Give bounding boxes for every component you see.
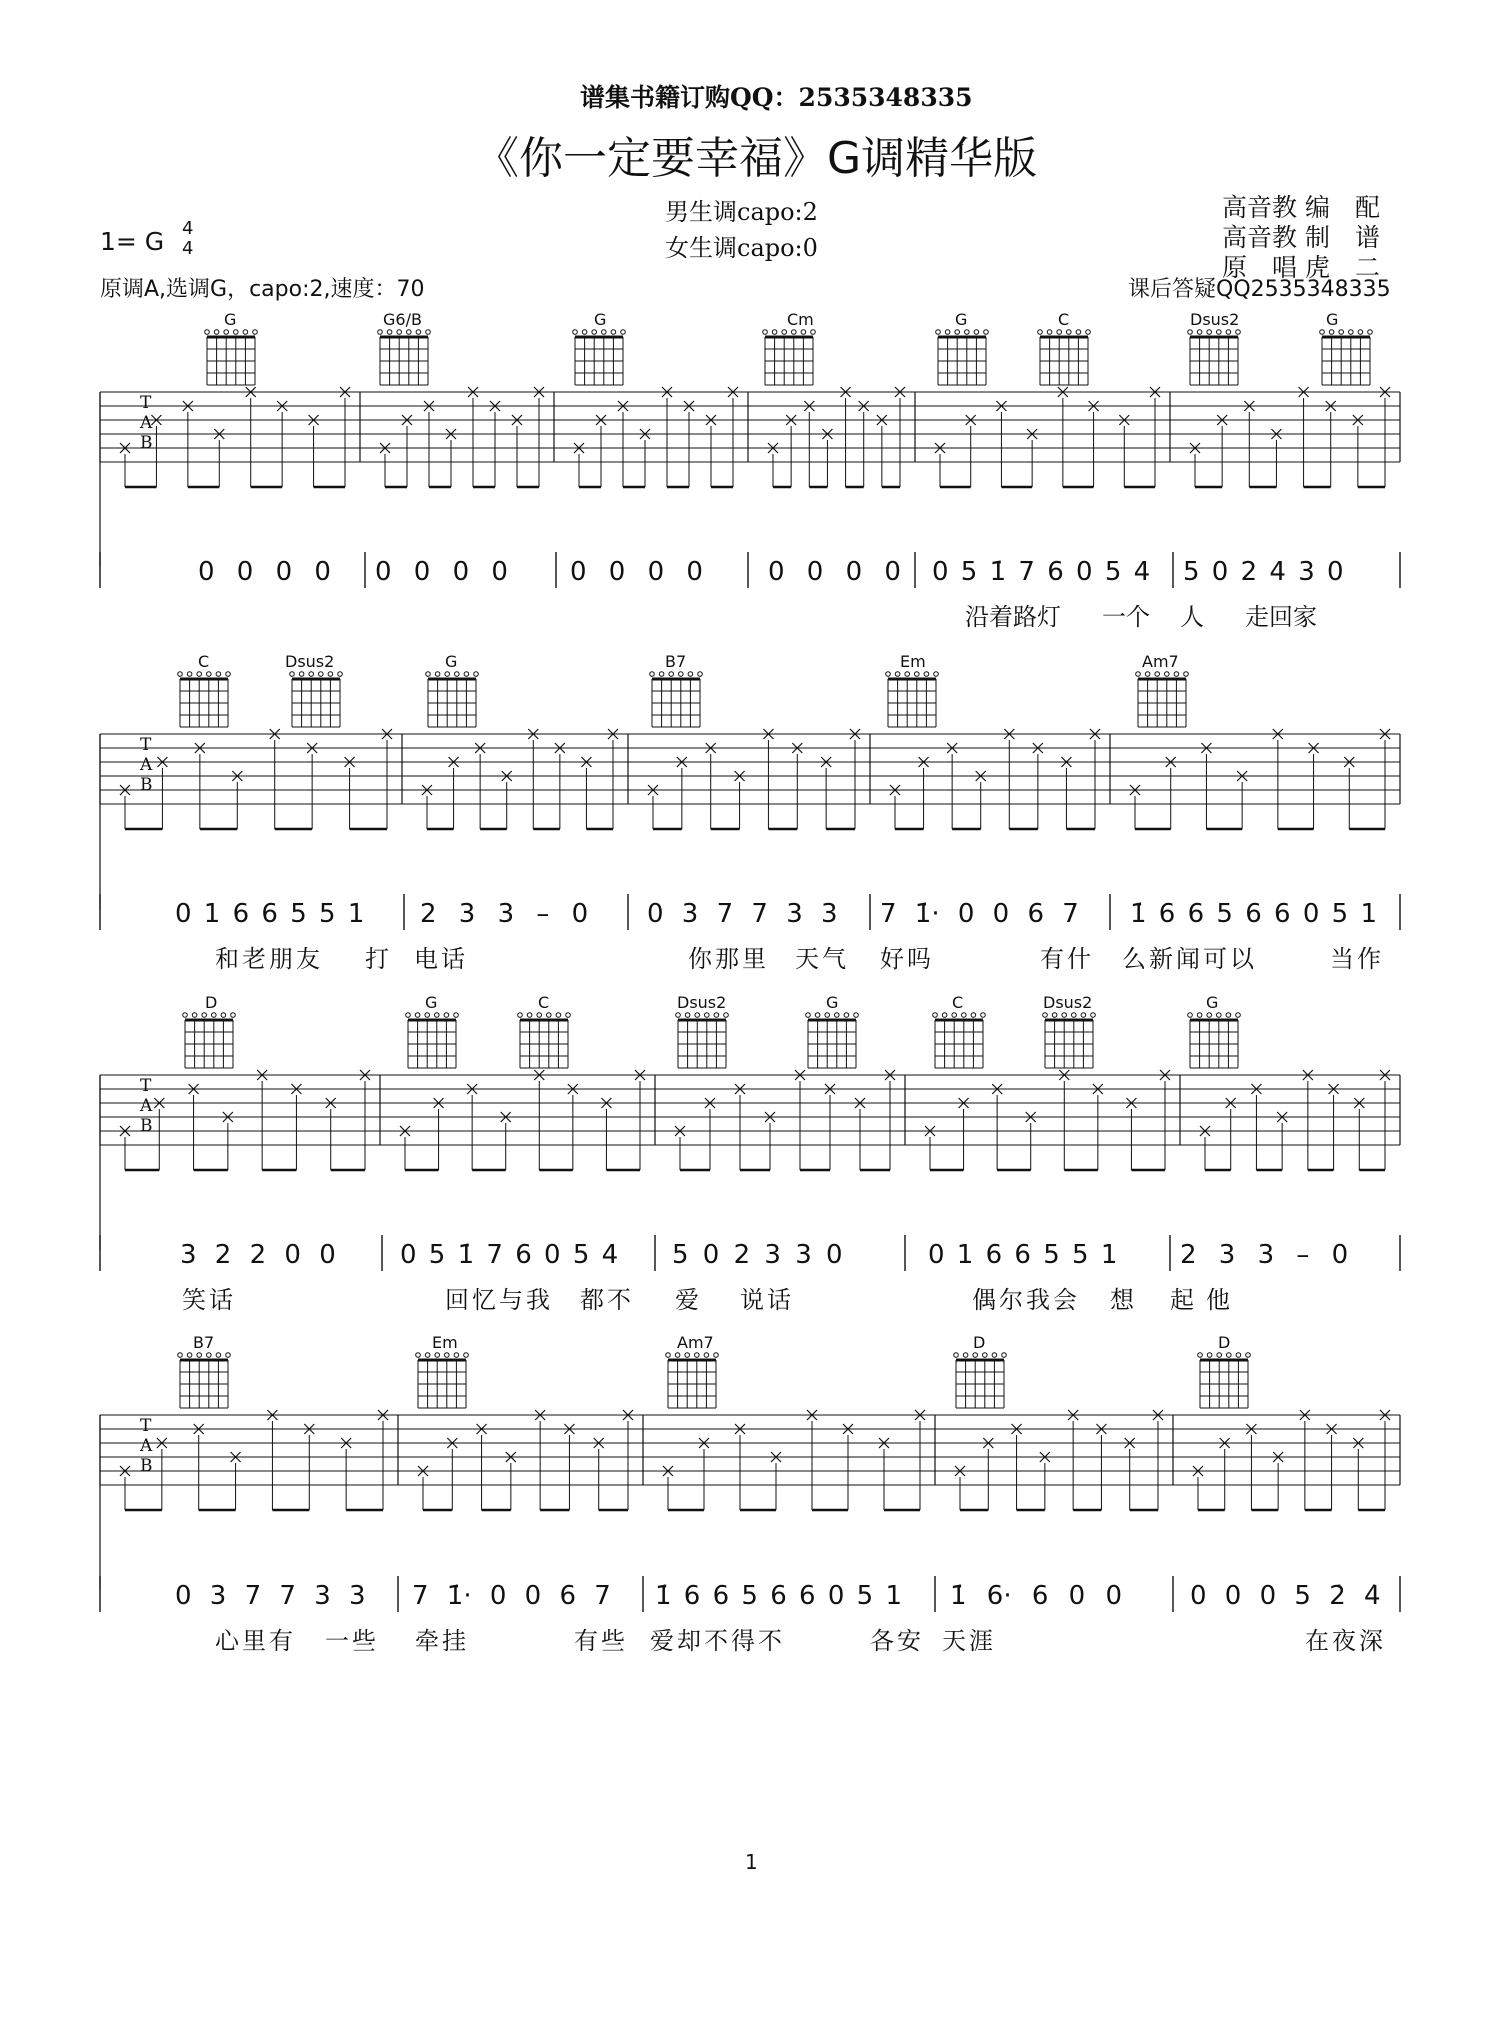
open-string-mark: [971, 1013, 976, 1018]
open-string-mark: [445, 1353, 450, 1358]
open-string-mark: [1217, 1353, 1222, 1358]
open-string-mark: [1174, 672, 1179, 677]
chord-name: C: [198, 652, 210, 671]
open-string-mark: [231, 1013, 236, 1018]
open-string-mark: [825, 1013, 830, 1018]
open-string-mark: [835, 1013, 840, 1018]
open-string-mark: [801, 330, 806, 335]
open-string-mark: [1047, 330, 1052, 335]
open-string-mark: [1207, 330, 1212, 335]
open-string-mark: [397, 330, 402, 335]
open-string-mark: [933, 1013, 938, 1018]
open-string-mark: [426, 672, 431, 677]
open-string-mark: [290, 672, 295, 677]
notation-bar: 1̇ 6 6 5 6 6 0 5 1: [655, 1581, 902, 1611]
open-string-mark: [714, 1013, 719, 1018]
open-string-mark: [1236, 1013, 1241, 1018]
open-string-mark: [963, 1353, 968, 1358]
open-string-mark: [216, 672, 221, 677]
open-string-mark: [659, 672, 664, 677]
tab-clef-letter: A: [140, 1096, 153, 1116]
chord-name: G: [445, 652, 458, 671]
notation-bar: 0 0 0 0: [768, 557, 901, 587]
lyric: 爱却不得不: [650, 1627, 785, 1655]
lyric: 电话: [414, 945, 468, 973]
open-string-mark: [183, 1013, 188, 1018]
open-string-mark: [886, 672, 891, 677]
open-string-mark: [945, 330, 950, 335]
lyric: 好吗: [880, 945, 934, 973]
open-string-mark: [178, 672, 183, 677]
open-string-mark: [1227, 1353, 1232, 1358]
open-string-mark: [1155, 672, 1160, 677]
open-string-mark: [811, 330, 816, 335]
open-string-mark: [435, 1353, 440, 1358]
lyric: 走回家: [1245, 603, 1317, 631]
open-string-mark: [1038, 330, 1043, 335]
open-string-mark: [454, 1353, 459, 1358]
lyric: 说话: [740, 1286, 794, 1314]
open-string-mark: [582, 330, 587, 335]
chord-name: G6/B: [383, 310, 422, 329]
open-string-mark: [319, 672, 324, 677]
open-string-mark: [714, 1353, 719, 1358]
notation-bar: 0 0 0 5 2̇ 4̇: [1190, 1581, 1381, 1611]
open-string-mark: [621, 330, 626, 335]
lyric: 都不: [580, 1286, 634, 1314]
open-string-mark: [983, 1353, 988, 1358]
open-string-mark: [518, 1013, 523, 1018]
chord-name: G: [224, 310, 237, 329]
chord-name: Cm: [787, 310, 814, 329]
chord-name: G: [594, 310, 607, 329]
open-string-mark: [464, 672, 469, 677]
open-string-mark: [474, 672, 479, 677]
open-string-mark: [537, 1013, 542, 1018]
chord-name: Dsus2: [1190, 310, 1240, 329]
male-key: 男生调capo:2: [665, 198, 818, 226]
open-string-mark: [772, 330, 777, 335]
open-string-mark: [221, 1013, 226, 1018]
lyric: 人: [1180, 603, 1204, 631]
lyric: 想: [1110, 1286, 1134, 1314]
open-string-mark: [1197, 330, 1202, 335]
lyric: 一个: [1102, 603, 1150, 631]
open-string-mark: [464, 1353, 469, 1358]
tab-clef-letter: T: [140, 393, 152, 413]
open-string-mark: [942, 1013, 947, 1018]
lyric: 心里有: [215, 1627, 296, 1655]
open-string-mark: [650, 672, 655, 677]
open-string-mark: [1349, 330, 1354, 335]
open-string-mark: [1091, 1013, 1096, 1018]
chord-name: D: [1218, 1333, 1231, 1352]
notation-bar: 0 0 0 0: [375, 557, 508, 587]
open-string-mark: [782, 330, 787, 335]
lyric: 打: [365, 945, 389, 973]
chord-name: B7: [665, 652, 687, 671]
lyric: 在夜深: [1305, 1627, 1386, 1655]
song-info: 原调A,选调G，capo:2,速度：70: [100, 277, 425, 302]
open-string-mark: [915, 672, 920, 677]
lyric: 起他: [1170, 1286, 1242, 1314]
open-string-mark: [207, 672, 212, 677]
open-string-mark: [895, 672, 900, 677]
open-string-mark: [705, 1013, 710, 1018]
lyric: 爱: [675, 1286, 699, 1314]
open-string-mark: [905, 672, 910, 677]
open-string-mark: [666, 1353, 671, 1358]
open-string-mark: [806, 1013, 811, 1018]
open-string-mark: [602, 330, 607, 335]
open-string-mark: [378, 330, 383, 335]
order-line: 谱集书籍订购QQ：2535348335: [580, 83, 973, 112]
open-string-mark: [992, 1353, 997, 1358]
open-string-mark: [328, 672, 333, 677]
chord-name: Am7: [1142, 652, 1179, 671]
open-string-mark: [676, 1013, 681, 1018]
open-string-mark: [675, 1353, 680, 1358]
tab-clef-letter: A: [140, 755, 153, 775]
notation-bar: 3 2 2 0 0: [180, 1240, 336, 1270]
tab-clef-letter: B: [140, 1456, 153, 1476]
open-string-mark: [763, 330, 768, 335]
open-string-mark: [197, 672, 202, 677]
open-string-mark: [1062, 1013, 1067, 1018]
open-string-mark: [299, 672, 304, 677]
open-string-mark: [984, 330, 989, 335]
open-string-mark: [214, 330, 219, 335]
open-string-mark: [1320, 330, 1325, 335]
open-string-mark: [192, 1013, 197, 1018]
lyric: 和老朋友: [215, 945, 323, 973]
lyric: 么新闻可以: [1122, 945, 1257, 973]
open-string-mark: [387, 330, 392, 335]
chord-name: D: [973, 1333, 986, 1352]
open-string-mark: [445, 672, 450, 677]
notation-bar: 0 3 7 7 3 3: [175, 1581, 366, 1611]
notation-bar: 0 5 1̇ 7 6 0 5 4: [400, 1240, 619, 1270]
credit-arranger: 高音教 编 配: [1222, 193, 1380, 222]
open-string-mark: [704, 1353, 709, 1358]
open-string-mark: [527, 1013, 532, 1018]
open-string-mark: [1067, 330, 1072, 335]
open-string-mark: [243, 330, 248, 335]
chord-name: D: [205, 993, 218, 1012]
open-string-mark: [415, 1013, 420, 1018]
open-string-mark: [695, 1013, 700, 1018]
lyric: 有什: [1040, 945, 1094, 973]
notation-bar: 0 0 0 0: [570, 557, 703, 587]
female-key: 女生调capo:0: [665, 234, 818, 262]
open-string-mark: [425, 1013, 430, 1018]
notation-bar: 1̇ 6 6 5 6 6 0 5 1: [1130, 899, 1377, 929]
credit-singer: 原 唱 虎 二: [1222, 253, 1380, 282]
chord-name: G: [425, 993, 438, 1012]
open-string-mark: [1188, 1013, 1193, 1018]
lyric: 沿着路灯: [965, 603, 1061, 631]
open-string-mark: [685, 1353, 690, 1358]
notation-bar: 0 5 1̇ 7 6 0 5 4: [932, 557, 1151, 587]
chord-name: B7: [193, 1333, 215, 1352]
open-string-mark: [187, 672, 192, 677]
chord-name: Am7: [677, 1333, 714, 1352]
tab-clef-letter: B: [140, 775, 153, 795]
key-signature: 1= G: [100, 227, 165, 256]
lyric: 你那里: [688, 945, 769, 973]
open-string-mark: [1002, 1353, 1007, 1358]
open-string-mark: [556, 1013, 561, 1018]
chord-name: C: [1058, 310, 1070, 329]
chord-name: G: [1206, 993, 1219, 1012]
open-string-mark: [435, 1013, 440, 1018]
open-string-mark: [1368, 330, 1373, 335]
open-string-mark: [454, 1013, 459, 1018]
open-string-mark: [197, 1353, 202, 1358]
tab-clef-letter: T: [140, 1076, 152, 1096]
open-string-mark: [187, 1353, 192, 1358]
open-string-mark: [1226, 1013, 1231, 1018]
open-string-mark: [207, 1353, 212, 1358]
open-string-mark: [1076, 330, 1081, 335]
chord-name: Em: [900, 652, 926, 671]
tab-clef-letter: B: [140, 433, 153, 453]
open-string-mark: [1217, 1013, 1222, 1018]
notation-bar: 7 1̇· 0 0 6 7: [880, 899, 1079, 929]
notation-bar: 0 1 6 6 5 5 1: [175, 899, 365, 929]
open-string-mark: [224, 330, 229, 335]
chord-name: G: [955, 310, 968, 329]
notation-bar: 0 3 7 7 3 3: [647, 899, 838, 929]
open-string-mark: [815, 1013, 820, 1018]
chord-name: Dsus2: [677, 993, 727, 1012]
notation-bar: 5 0 2 3 3 0: [672, 1240, 843, 1270]
open-string-mark: [952, 1013, 957, 1018]
lyric: 天气: [795, 945, 849, 973]
lyric: 天涯: [942, 1627, 996, 1655]
lyric: 各安: [870, 1627, 924, 1655]
open-string-mark: [234, 330, 239, 335]
open-string-mark: [981, 1013, 986, 1018]
chord-name: Dsus2: [285, 652, 335, 671]
tab-clef-letter: B: [140, 1116, 153, 1136]
open-string-mark: [406, 1013, 411, 1018]
open-string-mark: [416, 1353, 421, 1358]
open-string-mark: [1198, 1353, 1203, 1358]
chord-name: C: [538, 993, 550, 1012]
open-string-mark: [962, 1013, 967, 1018]
open-string-mark: [1072, 1013, 1077, 1018]
lyric: 偶尔我会: [972, 1286, 1080, 1314]
open-string-mark: [924, 672, 929, 677]
open-string-mark: [178, 1353, 183, 1358]
open-string-mark: [202, 1013, 207, 1018]
open-string-mark: [1339, 330, 1344, 335]
tab-clef-letter: A: [140, 413, 153, 433]
open-string-mark: [426, 330, 431, 335]
notation-bar: 7 1̇· 0 0 6 7: [412, 1581, 611, 1611]
open-string-mark: [1052, 1013, 1057, 1018]
open-string-mark: [1207, 1013, 1212, 1018]
open-string-mark: [1043, 1013, 1048, 1018]
open-string-mark: [205, 330, 210, 335]
open-string-mark: [854, 1013, 859, 1018]
open-string-mark: [1236, 330, 1241, 335]
tab-clef-letter: T: [140, 1416, 152, 1436]
open-string-mark: [965, 330, 970, 335]
credit-qq: 课后答疑QQ2535348335: [1128, 277, 1391, 302]
open-string-mark: [592, 330, 597, 335]
lyric: 笑话: [182, 1286, 236, 1314]
open-string-mark: [435, 672, 440, 677]
open-string-mark: [226, 1353, 231, 1358]
open-string-mark: [698, 672, 703, 677]
open-string-mark: [1188, 330, 1193, 335]
open-string-mark: [936, 330, 941, 335]
time-signature-top: 4: [182, 218, 194, 239]
notation-bar: 0 0 0 0: [198, 557, 331, 587]
open-string-mark: [1057, 330, 1062, 335]
open-string-mark: [955, 330, 960, 335]
notation-bar: 5 0 2 4 3 0: [1183, 557, 1344, 587]
credit-transcriber: 高音教 制 谱: [1222, 223, 1380, 252]
open-string-mark: [1329, 330, 1334, 335]
open-string-mark: [455, 672, 460, 677]
open-string-mark: [1184, 672, 1189, 677]
open-string-mark: [1086, 330, 1091, 335]
notation-bar: 2 3 3 – 0: [420, 899, 589, 929]
open-string-mark: [338, 672, 343, 677]
open-string-mark: [973, 1353, 978, 1358]
lyric: 回忆与我: [445, 1286, 553, 1314]
open-string-mark: [1197, 1013, 1202, 1018]
open-string-mark: [1358, 330, 1363, 335]
chord-name: G: [1326, 310, 1339, 329]
open-string-mark: [1145, 672, 1150, 677]
open-string-mark: [444, 1013, 449, 1018]
page-number: 1: [745, 1850, 758, 1874]
open-string-mark: [1236, 1353, 1241, 1358]
open-string-mark: [688, 672, 693, 677]
open-string-mark: [974, 330, 979, 335]
open-string-mark: [1136, 672, 1141, 677]
open-string-mark: [212, 1013, 217, 1018]
open-string-mark: [844, 1013, 849, 1018]
notation-bar: 2 3 3 – 0: [1180, 1240, 1349, 1270]
open-string-mark: [611, 330, 616, 335]
open-string-mark: [1226, 330, 1231, 335]
open-string-mark: [724, 1013, 729, 1018]
open-string-mark: [792, 330, 797, 335]
open-string-mark: [934, 672, 939, 677]
notation-bar: 1̇ 6· 6 0 0: [950, 1581, 1123, 1611]
open-string-mark: [226, 672, 231, 677]
open-string-mark: [309, 672, 314, 677]
lyric: 牵挂: [415, 1627, 469, 1655]
open-string-mark: [573, 330, 578, 335]
lyric: 当作: [1330, 945, 1384, 973]
open-string-mark: [1207, 1353, 1212, 1358]
open-string-mark: [679, 672, 684, 677]
open-string-mark: [954, 1353, 959, 1358]
open-string-mark: [685, 1013, 690, 1018]
open-string-mark: [1081, 1013, 1086, 1018]
open-string-mark: [425, 1353, 430, 1358]
time-signature-bottom: 4: [182, 238, 194, 259]
open-string-mark: [695, 1353, 700, 1358]
open-string-mark: [416, 330, 421, 335]
open-string-mark: [253, 330, 258, 335]
notation-bar: 0 1 6 6 5 5 1: [928, 1240, 1118, 1270]
open-string-mark: [669, 672, 674, 677]
tab-clef-letter: T: [140, 735, 152, 755]
open-string-mark: [547, 1013, 552, 1018]
chord-name: C: [952, 993, 964, 1012]
open-string-mark: [566, 1013, 571, 1018]
page-title: 《你一定要幸福》G调精华版: [475, 133, 1038, 184]
open-string-mark: [1246, 1353, 1251, 1358]
chord-name: Dsus2: [1043, 993, 1093, 1012]
tab-clef-letter: A: [140, 1436, 153, 1456]
open-string-mark: [1165, 672, 1170, 677]
open-string-mark: [1217, 330, 1222, 335]
open-string-mark: [407, 330, 412, 335]
chord-name: G: [826, 993, 839, 1012]
lyric: 一些: [325, 1627, 379, 1655]
chord-name: Em: [432, 1333, 458, 1352]
open-string-mark: [216, 1353, 221, 1358]
lyric: 有些: [574, 1627, 628, 1655]
